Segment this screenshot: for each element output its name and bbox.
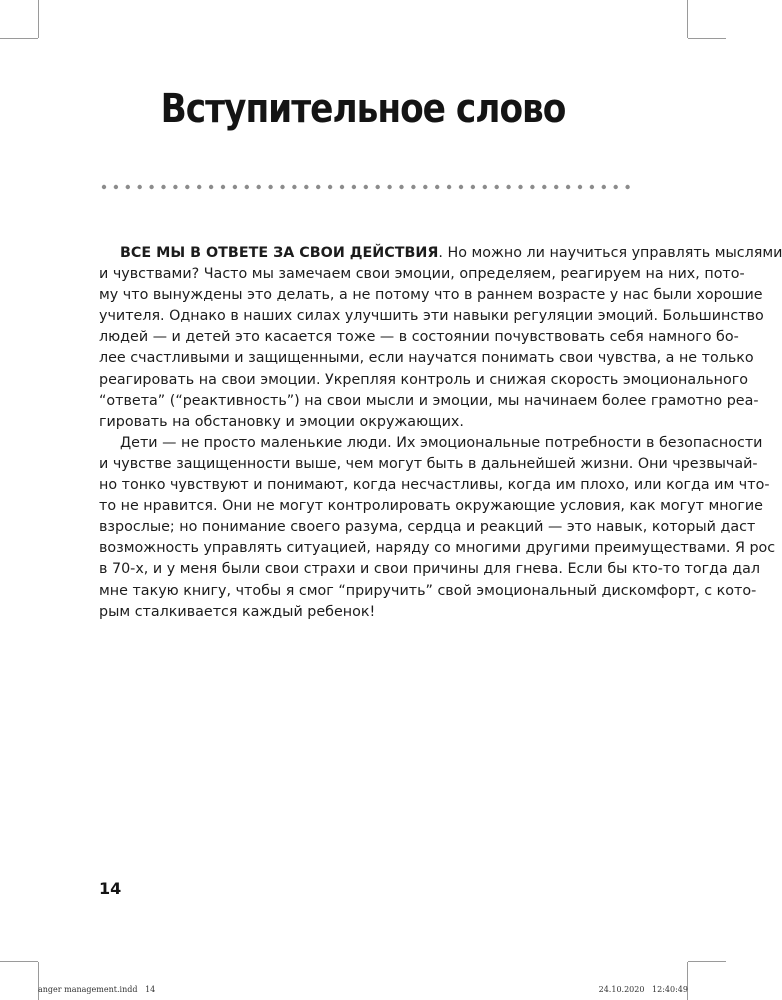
page-title: Вступительное слово — [160, 86, 566, 132]
divider-dot — [233, 185, 237, 189]
divider-dot — [328, 185, 332, 189]
crop-mark — [38, 0, 39, 38]
divider-dot — [149, 185, 153, 189]
divider-dot — [625, 185, 629, 189]
divider-dot — [102, 185, 106, 189]
paragraph-line: и чувстве защищенности выше, чем могут быть в дальнейшей жизни. Они чрезвычай- — [99, 455, 758, 472]
divider-dot — [221, 185, 225, 189]
paragraph-line: рым сталкивается каждый ребенок! — [99, 603, 376, 620]
divider-dot — [114, 185, 118, 189]
footer-timestamp: 24.10.2020 12:40:49 — [598, 985, 688, 994]
divider-dot — [542, 185, 546, 189]
divider-dot — [304, 185, 308, 189]
divider-dot — [292, 185, 296, 189]
paragraph-line: “ответа” (“реактивность”) на свои мысли и эмоции, мы начинаем более грамотно реа- — [99, 392, 759, 409]
paragraph-line: гировать на обстановку и эмоции окружающих. — [99, 413, 464, 430]
divider-dot — [387, 185, 391, 189]
crop-mark — [687, 0, 688, 38]
divider-dot — [268, 185, 272, 189]
divider-dot — [578, 185, 582, 189]
divider-dot — [245, 185, 249, 189]
divider-dot — [280, 185, 284, 189]
lead-in: ВСЕ МЫ В ОТВЕТЕ ЗА СВОИ ДЕЙСТВИЯ — [120, 245, 439, 261]
divider-dot — [614, 185, 618, 189]
divider-dot — [423, 185, 427, 189]
crop-mark — [688, 38, 726, 39]
divider-dot — [138, 185, 142, 189]
paragraph-line: лее счастливыми и защищенными, если научатся понимать свои чувства, а не только — [99, 350, 754, 367]
paragraph-line: людей — и детей это касается тоже — в состоянии почувствовать себя намного бо- — [99, 329, 739, 346]
crop-mark — [0, 38, 38, 39]
crop-mark — [0, 961, 38, 962]
paragraph-line: в 70-х, и у меня были свои страхи и свои причины для гнева. Если бы кто-то тогда дал — [99, 561, 761, 578]
paragraph-line: мне такую книгу, чтобы я смог “приручить” свой эмоциональный дискомфорт, с кото- — [99, 582, 757, 599]
paragraph-line: Дети — не просто маленькие люди. Их эмоциональные потребности в безопасности — [120, 434, 763, 451]
paragraph-line: учителя. Однако в наших силах улучшить эти навыки регуляции эмоций. Большинство — [99, 308, 764, 325]
page-number: 14 — [99, 879, 122, 898]
divider-dot — [197, 185, 201, 189]
paragraph-line: возможность управлять ситуацией, наряду со многими другими преимуществами. Я рос — [99, 540, 776, 557]
crop-mark — [38, 962, 39, 1000]
paragraph-line: ВСЕ МЫ В ОТВЕТЕ ЗА СВОИ ДЕЙСТВИЯ. Но можно ли научиться управлять мыслями — [120, 245, 782, 261]
divider-dot — [316, 185, 320, 189]
paragraph-line: реагировать на свои эмоции. Укрепляя контроль и снижая скорость эмоционального — [99, 371, 749, 388]
divider-dot — [364, 185, 368, 189]
divider-dot — [352, 185, 356, 189]
paragraph-line: му что вынуждены это делать, а не потому что в раннем возрасте у нас были хорошие — [99, 287, 763, 304]
divider-dot — [506, 185, 510, 189]
divider-dot — [185, 185, 189, 189]
divider-dot — [376, 185, 380, 189]
crop-mark — [687, 962, 688, 1000]
paragraph-line: и чувствами? Часто мы замечаем свои эмоции, определяем, реагируем на них, пото- — [99, 266, 745, 283]
divider-dot — [471, 185, 475, 189]
paragraph-line: взрослые; но понимание своего разума, сердца и реакций — это навык, который даст — [99, 519, 756, 536]
paragraph-line: то не нравится. Они не могут контролировать окружающие условия, как могут многие — [99, 498, 763, 515]
divider-dot — [483, 185, 487, 189]
divider-dot — [209, 185, 213, 189]
divider-dot — [126, 185, 130, 189]
divider-dot — [340, 185, 344, 189]
divider-dot — [435, 185, 439, 189]
divider-dot — [495, 185, 499, 189]
dotted-divider — [100, 183, 630, 191]
body-text — [99, 243, 782, 623]
divider-dot — [173, 185, 177, 189]
divider-dot — [257, 185, 261, 189]
divider-dot — [530, 185, 534, 189]
divider-dot — [459, 185, 463, 189]
divider-dot — [411, 185, 415, 189]
paragraph-2 — [99, 433, 776, 623]
divider-dot — [566, 185, 570, 189]
divider-dot — [554, 185, 558, 189]
divider-dot — [518, 185, 522, 189]
paragraph-1 — [99, 243, 782, 433]
crop-mark — [688, 961, 726, 962]
divider-dot — [602, 185, 606, 189]
divider-dot — [399, 185, 403, 189]
divider-dot — [447, 185, 451, 189]
paragraph-line: но тонко чувствуют и понимают, когда несчастливы, когда им плохо, или когда им что- — [99, 477, 770, 494]
divider-dot — [161, 185, 165, 189]
footer-file-info: anger management.indd 14 — [38, 985, 156, 994]
divider-dot — [590, 185, 594, 189]
